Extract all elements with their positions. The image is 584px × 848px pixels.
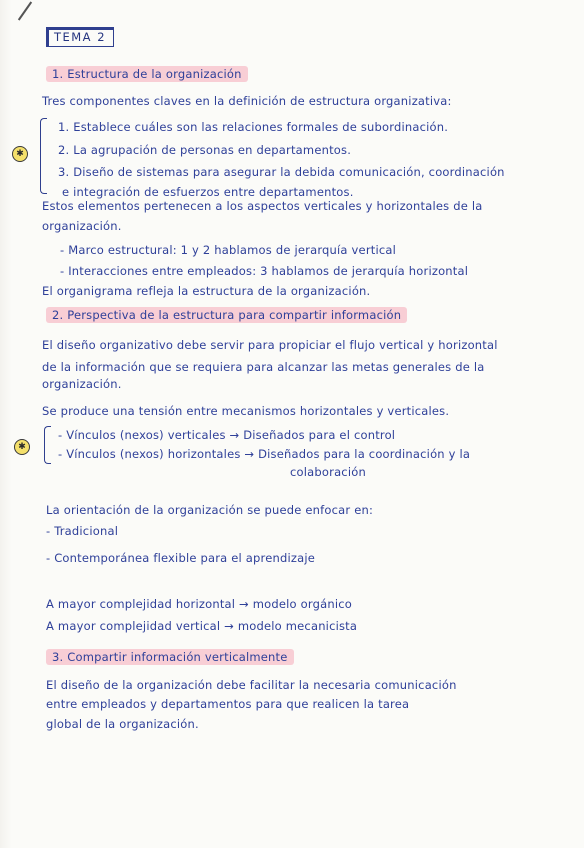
pen-stroke-mark <box>18 1 32 20</box>
section-heading-3: 3. Compartir información verticalmente <box>46 649 294 665</box>
list-item: - Vínculos (nexos) verticales → Diseñados para el control <box>58 428 396 442</box>
star-marker: ✱ <box>12 146 28 162</box>
list-item: - Marco estructural: 1 y 2 hablamos de jerarquía vertical <box>60 243 397 257</box>
text-line: La orientación de la organización se puede enfocar en: <box>46 503 374 517</box>
list-item: - Tradicional <box>46 524 119 538</box>
list-item: 3. Diseño de sistemas para asegurar la debida comunicación, coordinación <box>58 165 505 179</box>
list-item: - Interacciones entre empleados: 3 hablamos de jerarquía horizontal <box>60 264 469 278</box>
text-line: organización. <box>42 377 122 391</box>
text-line: global de la organización. <box>46 717 199 731</box>
text-line: Estos elementos pertenecen a los aspectos verticales y horizontales de la <box>42 199 483 213</box>
list-item: - Vínculos (nexos) horizontales → Diseñados para la coordinación y la <box>58 447 471 461</box>
list-item: - Contemporánea flexible para el aprendizaje <box>46 551 316 565</box>
text-line: e integración de esfuerzos entre departamentos. <box>62 185 354 199</box>
text-line: entre empleados y departamentos para que realicen la tarea <box>46 697 410 711</box>
page-title: TEMA 2 <box>46 27 114 47</box>
brace-marker <box>40 118 47 194</box>
text-line: El diseño de la organización debe facilitar la necesaria comunicación <box>46 678 457 692</box>
brace-marker <box>44 426 51 464</box>
star-marker: ✱ <box>14 439 30 455</box>
section-heading-1: 1. Estructura de la organización <box>46 66 248 82</box>
text-line: colaboración <box>290 465 366 479</box>
list-item: 1. Establece cuáles son las relaciones formales de subordinación. <box>58 120 449 134</box>
text-line: El diseño organizativo debe servir para propiciar el flujo vertical y horizontal <box>42 338 498 352</box>
text-line: de la información que se requiera para alcanzar las metas generales de la <box>42 360 485 374</box>
text-line: A mayor complejidad horizontal → modelo orgánico <box>46 597 352 611</box>
list-item: 2. La agrupación de personas en departamentos. <box>58 143 352 157</box>
text-line: organización. <box>42 219 122 233</box>
text-line: Tres componentes claves en la definición de estructura organizativa: <box>42 94 452 108</box>
text-line: A mayor complejidad vertical → modelo mecanicista <box>46 619 358 633</box>
text-line: El organigrama refleja la estructura de la organización. <box>42 284 371 298</box>
section-heading-2: 2. Perspectiva de la estructura para compartir información <box>46 307 407 323</box>
text-line: Se produce una tensión entre mecanismos horizontales y verticales. <box>42 404 450 418</box>
